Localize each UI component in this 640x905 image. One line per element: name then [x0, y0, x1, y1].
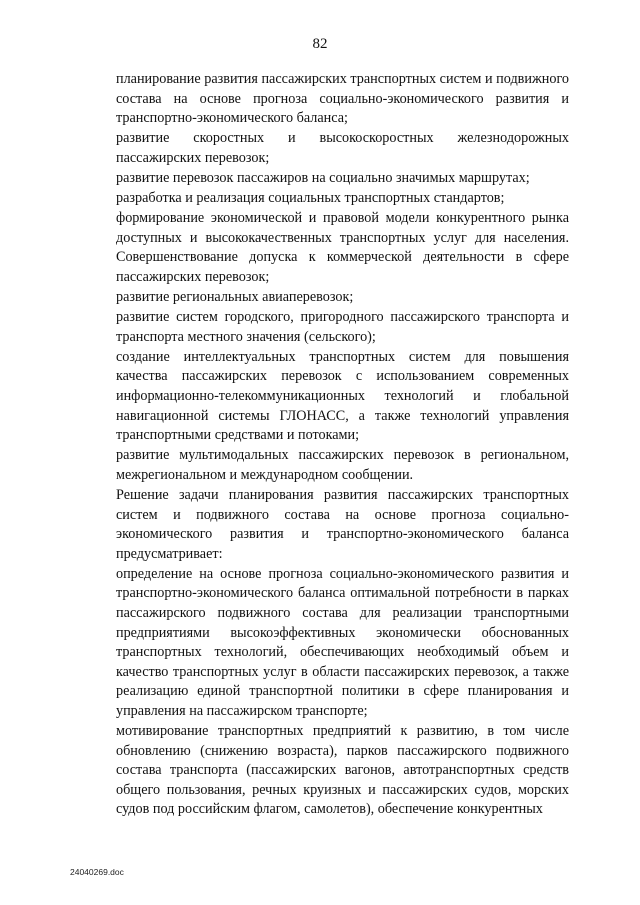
paragraph: развитие скоростных и высокоскоростных железнодорожных пассажирских перевозок;: [116, 130, 569, 166]
paragraph: Решение задачи планирования развития пассажирских транспортных систем и подвижного состава на основе прогноза социально-экономического развития и транспортно-экономического баланса предусматривает:: [116, 486, 569, 562]
paragraph: формирование экономической и правовой модели конкурентного рынка доступных и высококачественных транспортных услуг для населения. Совершенствование допуска к коммерческой деятельности в сфере пассажирских перевозок;: [116, 210, 569, 285]
paragraph: мотивирование транспортных предприятий к развитию, в том числе обновлению (снижению возраста), парков пассажирского подвижного состава транспорта (пассажирских вагонов, автотранспортных средств общего пользования, речных круизных и пассажирских судов, морских судов под российским флагом, самолетов), обеспечение конкурентных: [116, 723, 569, 818]
paragraph: развитие систем городского, пригородного пассажирского транспорта и транспорта местного значения (сельского);: [116, 309, 569, 345]
paragraph: развитие региональных авиаперевозок;: [116, 289, 354, 306]
paragraph: создание интеллектуальных транспортных систем для повышения качества пассажирских перевозок с использованием современных информационно-телекоммуникационных технологий и глобальной навигационной системы ГЛОНАСС, а также технологий управления транспортными средствами и потоками;: [116, 348, 569, 444]
footer-filename: 24040269.doc: [70, 867, 124, 877]
page-number: 82: [312, 36, 328, 52]
paragraph: развитие перевозок пассажиров на социально значимых маршрутах;: [116, 169, 530, 186]
paragraph: развитие мультимодальных пассажирских перевозок в региональном, межрегиональном и международном сообщении.: [116, 447, 569, 483]
paragraph: планирование развития пассажирских транспортных систем и подвижного состава на основе прогноза социально-экономического развития и транспортно-экономического баланса;: [116, 71, 569, 127]
paragraph: разработка и реализация социальных транспортных стандартов;: [116, 190, 505, 207]
document-body: [116, 70, 569, 821]
paragraph: определение на основе прогноза социально-экономического развития и транспортно-экономического баланса оптимальной потребности в парках пассажирского подвижного состава для реализации транспортными предприятиями высокоэффективных экономически обоснованных транспортных технологий, обеспечивающих необходимый объем и качество транспортных услуг в области пассажирских перевозок, а также реализацию единой транспортной политики в сфере планирования и управления на пассажирском транспорте;: [116, 565, 569, 719]
